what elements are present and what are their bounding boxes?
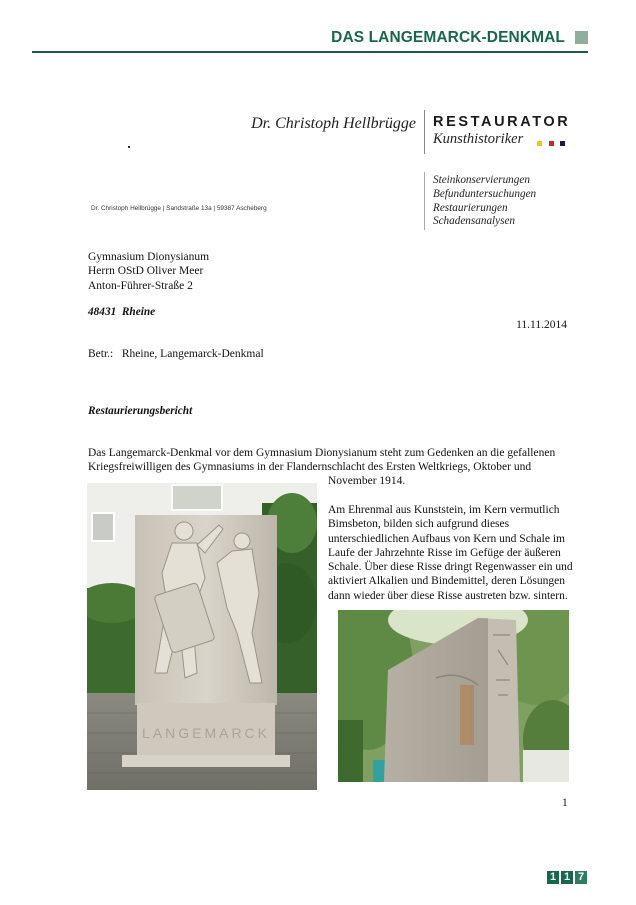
- service-item: Steinkonservierungen: [433, 174, 530, 186]
- section-title: Restaurierungsbericht: [88, 405, 193, 417]
- folio-digit: 1: [547, 871, 559, 884]
- flag-red-square-icon: [549, 141, 554, 146]
- stray-mark: [128, 146, 130, 148]
- chapter-title: DAS LANGEMARCK-DENKMAL: [331, 29, 565, 46]
- text-line: Das Langemarck-Denkmal vor dem Gymnasium Dionysianum steht zum Gedenken an die gefallenen: [88, 447, 556, 459]
- services-list: [433, 174, 536, 229]
- recipient-city: 48431 Rheine: [88, 306, 156, 318]
- text-line: Laufe der Jahrzehnte Risse im Gefüge der äußeren: [328, 546, 561, 559]
- svg-text:LANGEMARCK: LANGEMARCK: [141, 725, 271, 741]
- services-divider: [424, 172, 425, 230]
- address-line: Gymnasium Dionysianum: [88, 251, 210, 263]
- text-line: unterschiedlichen Aufbaus von Kern und Schale im: [328, 532, 565, 545]
- damage-paragraph: [328, 503, 578, 603]
- letterhead-title: RESTAURATOR: [433, 114, 571, 130]
- flag-yellow-square-icon: [537, 141, 542, 146]
- page-number: 1: [562, 797, 568, 809]
- sender-line: Dr. Christoph Hellbrügge | Sandstraße 13a | 59387 Ascheberg: [91, 205, 267, 212]
- text-line: Am Ehrenmal aus Kunststein, im Kern vermutlich: [328, 504, 560, 516]
- memorial-side-crack-photo: [338, 610, 569, 782]
- folio-number: [547, 871, 587, 884]
- letterhead-name: Dr. Christoph Hellbrügge: [251, 115, 416, 132]
- service-item: Befunduntersuchungen: [433, 187, 537, 200]
- relief-memorial-front-photo: [87, 483, 317, 790]
- recipient-address: [88, 250, 209, 293]
- intro-paragraph: [88, 446, 568, 475]
- letter-date: 11.11.2014: [516, 319, 567, 331]
- letterhead-subtitle: Kunsthistoriker: [433, 131, 524, 147]
- address-line: Herrn OStD Oliver Meer: [88, 265, 204, 278]
- service-item: Restaurierungen: [433, 201, 508, 214]
- text-line: Kriegsfreiwilligen des Gymnasiums in der Flandernschlacht des Ersten Weltkriegs, Oktober und: [88, 461, 532, 474]
- text-line: Bimsbeton, bilden sich aufgrund dieses: [328, 518, 510, 531]
- header-rule: [32, 51, 588, 53]
- text-line: dann wieder über diese Risse austreten bzw. sintern.: [328, 589, 568, 602]
- letter-subject: Betr.: Rheine, Langemarck-Denkmal: [88, 348, 264, 360]
- chapter-square-icon: [575, 31, 588, 44]
- service-item: Schadensanalysen: [433, 215, 516, 228]
- flag-dark-square-icon: [560, 141, 565, 146]
- letterhead-divider: [424, 110, 425, 154]
- folio-digit: 1: [561, 871, 573, 884]
- text-line: aktiviert Alkalien und Bindemittel, deren Lösungen: [328, 575, 565, 588]
- folio-digit: 7: [575, 871, 587, 884]
- text-line: Schale. Über diese Risse dringt Regenwasser ein und: [328, 561, 573, 574]
- text-line: November 1914.: [328, 475, 406, 487]
- address-line: Anton-Führer-Straße 2: [88, 279, 193, 292]
